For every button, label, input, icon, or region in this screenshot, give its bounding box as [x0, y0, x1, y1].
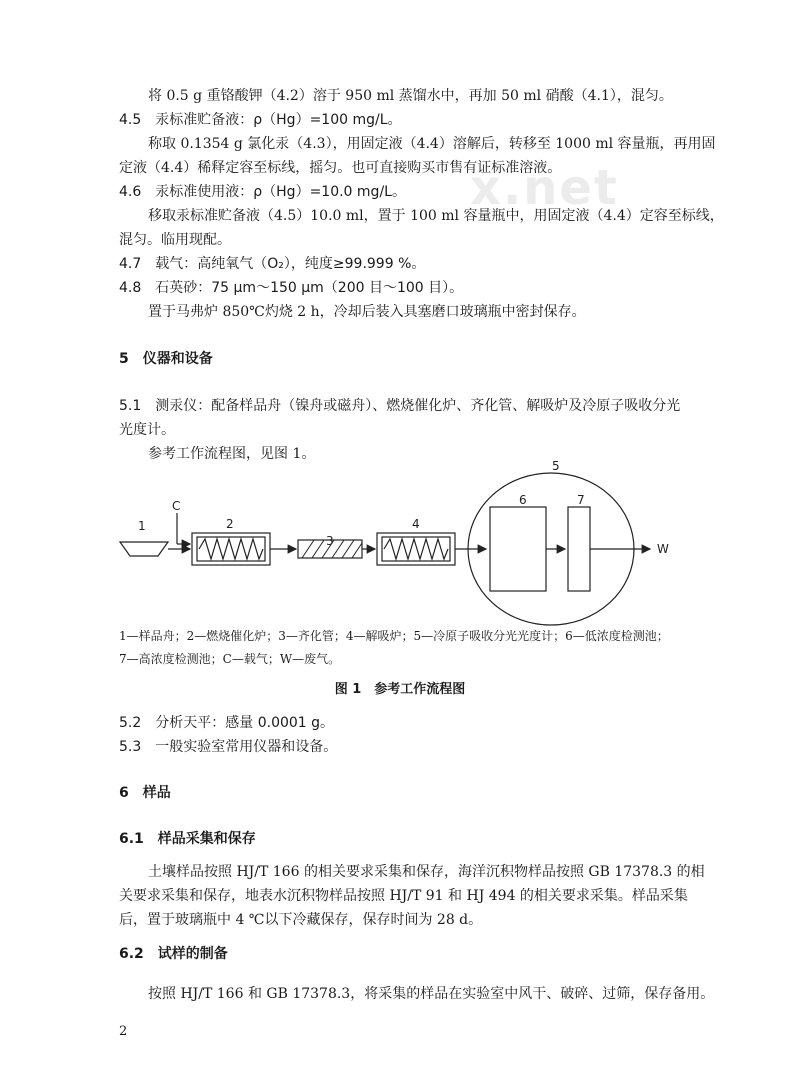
text-line: 关要求采集和保存，地表水沉积物样品按照 HJ/T 91 和 HJ 494 的相关要求采集。样品采集: [119, 888, 688, 904]
label-c: C: [172, 499, 181, 513]
label-3: 3: [326, 534, 334, 548]
label-7: 7: [577, 493, 585, 507]
figure-legend: 1—样品舟；2—燃烧催化炉；3—齐化管；4—解吸炉；5—冷原子吸收分光光度计；6—低浓度检测池；: [119, 629, 669, 643]
clause-5-2: 5.2 分析天平：感量 0.0001 g。: [119, 715, 335, 731]
label-6: 6: [519, 493, 527, 507]
text-line: 土壤样品按照 HJ/T 166 的相关要求采集和保存，海洋沉积物样品按照 GB 17378.3 的相: [148, 864, 705, 880]
clause-4-6: 4.6 汞标准使用液：ρ（Hg）=10.0 mg/L。: [119, 184, 406, 200]
section-heading: 6 样品: [119, 785, 171, 801]
label-2: 2: [226, 517, 234, 531]
figure-legend: 7—高浓度检测池；C—载气；W—废气。: [119, 652, 341, 666]
text-line: 混匀。临用现配。: [119, 232, 231, 248]
text-line: 称取 0.1354 g 氯化汞（4.3），用固定液（4.4）溶解后，转移至 1000 ml 容量瓶，再用固: [148, 136, 716, 152]
watermark: x.net: [470, 160, 619, 216]
clause-4-8: 4.8 石英砂：75 μm～150 μm（200 目～100 目）。: [119, 280, 464, 296]
text-line: 后，置于玻璃瓶中 4 ℃以下冷藏保存，保存时间为 28 d。: [119, 912, 483, 928]
text-line: 移取汞标准贮备液（4.5）10.0 ml，置于 100 ml 容量瓶中，用固定液（4.4）定容至标线，: [148, 208, 724, 224]
clause-5-3: 5.3 一般实验室常用仪器和设备。: [119, 739, 338, 755]
desorption-furnace: [377, 533, 455, 565]
text-line: 置于马弗炉 850℃灼烧 2 h，冷却后装入具塞磨口玻璃瓶中密封保存。: [148, 304, 586, 320]
clause-4-7: 4.7 载气：高纯氧气（O₂），纯度≥99.999 %。: [119, 256, 426, 272]
label-5: 5: [552, 459, 560, 473]
clause-5-1: 5.1 测汞仪：配备样品舟（镍舟或磁舟）、燃烧催化炉、齐化管、解吸炉及冷原子吸收分光: [119, 398, 681, 414]
clause-4-5: 4.5 汞标准贮备液：ρ（Hg）=100 mg/L。: [119, 112, 402, 128]
page-number: 2: [119, 1024, 128, 1039]
text-line: 参考工作流程图，见图 1。: [148, 446, 316, 462]
label-4: 4: [412, 517, 420, 531]
text-line: 按照 HJ/T 166 和 GB 17378.3，将采集的样品在实验室中风干、破碎、过筛，保存备用。: [148, 986, 715, 1002]
text-line: 定液（4.4）稀释定容至标线，摇匀。也可直接购买市售有证标准溶液。: [119, 160, 562, 176]
sample-boat: [120, 542, 168, 556]
clause-6-1: 6.1 样品采集和保存: [119, 831, 256, 847]
section-heading: 5 仪器和设备: [119, 351, 213, 367]
label-w: W: [657, 542, 669, 556]
text-line: 光度计。: [119, 422, 175, 438]
text-line: 将 0.5 g 重铬酸钾（4.2）溶于 950 ml 蒸馏水中，再加 50 ml 硝酸（4.1），混匀。: [148, 88, 673, 104]
combustion-furnace: [192, 533, 270, 565]
figure-caption: 图 1 参考工作流程图: [334, 682, 466, 697]
high-concentration-cell: [568, 507, 590, 591]
low-concentration-cell: [490, 507, 546, 591]
label-1: 1: [138, 519, 146, 533]
clause-6-2: 6.2 试样的制备: [119, 946, 228, 962]
